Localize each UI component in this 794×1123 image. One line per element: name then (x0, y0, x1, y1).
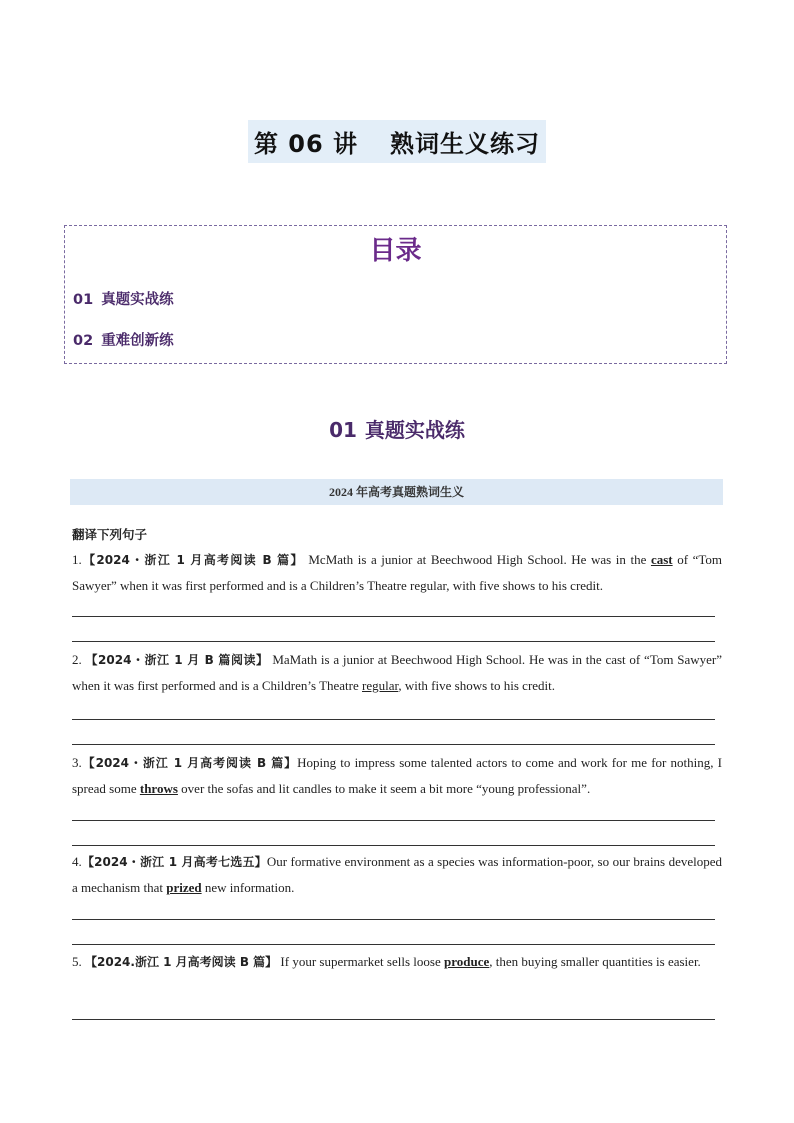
answer-line[interactable] (72, 616, 715, 617)
question-source: 【2024・浙江 1 月高考七选五】 (81, 855, 267, 869)
instruction-text: 翻译下列句子 (72, 527, 148, 542)
question-text: Hoping to impress some talented actors to come and work for me for nothing, I spread some (72, 755, 723, 796)
question-source: 【2024・浙江 1 月高考阅读 B 篇】 (81, 553, 304, 567)
table-of-contents (64, 225, 727, 364)
question-5 (72, 949, 722, 975)
section-number: 01 (329, 418, 357, 442)
section-heading (0, 414, 794, 443)
question-text: , then buying smaller quantities is easier. (489, 954, 701, 969)
keyword: prized (166, 880, 202, 895)
question-text: MaMath is a junior at Beechwood High School. He was in the cast of “Tom Sawyer” when it was first performed and is a Children’s Theatre (72, 652, 722, 693)
toc-item-label: 重难创新练 (101, 333, 174, 349)
question-number: 5. (72, 954, 85, 969)
question-source: 【2024・浙江 1 月高考阅读 B 篇】 (81, 756, 298, 770)
answer-line[interactable] (72, 845, 715, 846)
toc-item-2[interactable] (73, 329, 174, 350)
question-source: 【2024.浙江 1 月高考阅读 B 篇】 (85, 955, 278, 969)
toc-item-label: 真题实战练 (101, 292, 174, 308)
question-4 (72, 849, 722, 901)
answer-line[interactable] (72, 919, 715, 920)
question-text: over the sofas and lit candles to make it seem a bit more “young professional”. (177, 781, 591, 796)
question-number: 4. (72, 854, 82, 869)
answer-line[interactable] (72, 641, 715, 642)
toc-item-number: 02 (73, 333, 94, 349)
question-source: 【2024・浙江 1 月 B 篇阅读】 (85, 653, 269, 667)
answer-line[interactable] (72, 744, 715, 745)
question-text: , with five shows to his credit. (398, 678, 556, 693)
keyword: produce (443, 954, 490, 969)
question-text: of “Tom Sawyer” when it was first performed and is a Children’s Theatre regular, with five shows to his credit. (72, 552, 723, 593)
question-number: 1. (72, 552, 82, 567)
section-label: 真题实战练 (364, 418, 465, 442)
question-number: 3. (72, 755, 82, 770)
question-1 (72, 547, 722, 599)
answer-line[interactable] (72, 719, 715, 720)
keyword: regular (362, 678, 399, 693)
answer-line[interactable] (72, 820, 715, 821)
answer-line[interactable] (72, 1019, 715, 1020)
answer-line[interactable] (72, 944, 715, 945)
lecture-number: 第 06 讲 (253, 130, 359, 158)
page-title-wrap (0, 120, 794, 163)
question-3 (72, 750, 722, 802)
question-2 (72, 647, 722, 699)
keyword: throws (139, 781, 178, 796)
section-banner: 2024 年高考真题熟词生义 (70, 479, 723, 505)
question-text: If your supermarket sells loose (277, 954, 444, 969)
page-title (248, 120, 546, 163)
question-text: new information. (201, 880, 295, 895)
question-text: McMath is a junior at Beechwood High School. He was in the (303, 552, 651, 567)
toc-item-1[interactable] (73, 288, 174, 309)
lecture-topic: 熟词生义练习 (390, 130, 541, 158)
question-number: 2. (72, 652, 86, 667)
question-text: Our formative environment as a species was information-poor, so our brains developed a mechanism that (72, 854, 722, 895)
keyword: cast (650, 552, 673, 567)
toc-item-number: 01 (73, 292, 94, 308)
toc-heading: 目录 (369, 236, 422, 266)
